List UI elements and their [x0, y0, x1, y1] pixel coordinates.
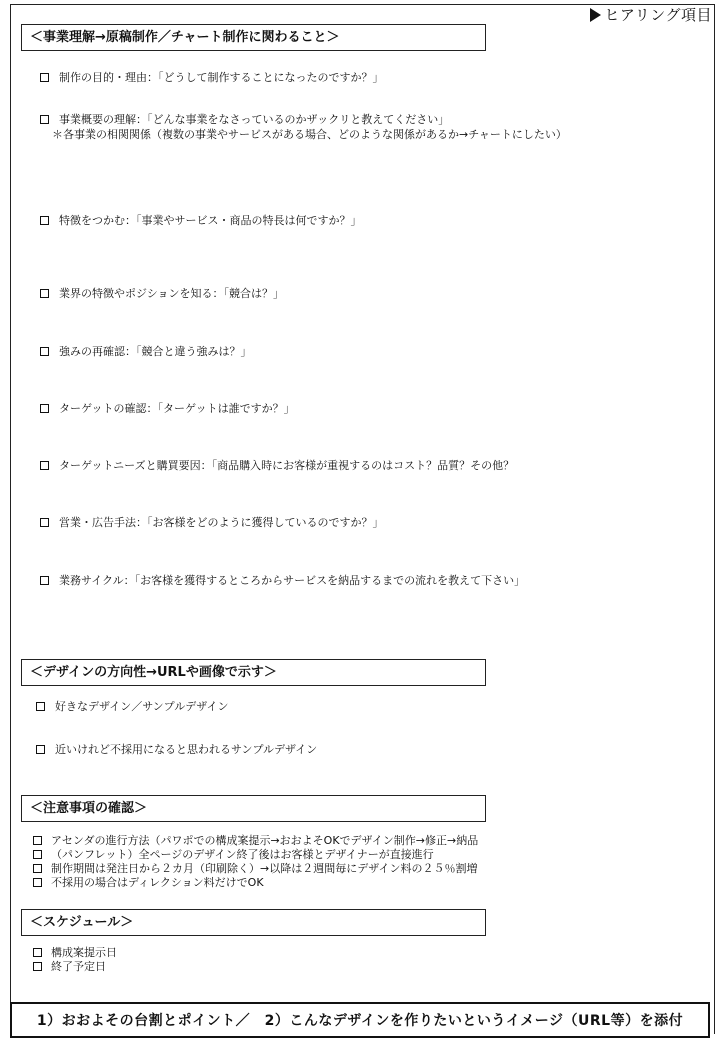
checkbox-icon[interactable] [40, 73, 49, 82]
checklist-item [40, 345, 252, 359]
checkbox-icon[interactable] [40, 461, 49, 470]
item-text: 特徴をつかむ：「事業やサービス・商品の特長は何ですか？」 [59, 214, 362, 227]
header-label: ヒアリング項目 [604, 6, 712, 24]
checklist-item [36, 743, 317, 757]
checklist-item [40, 402, 295, 416]
checklist-item [40, 574, 525, 588]
item-text: 終了予定日 [51, 960, 106, 973]
section-title-design-direction: ＜デザインの方向性→URLや画像で示す＞ [21, 659, 486, 686]
checkbox-icon[interactable] [40, 404, 49, 413]
checkbox-icon[interactable] [40, 115, 49, 124]
item-note: ＊各事業の相関関係（複数の事業やサービスがある場合、どのような関係があるか→チャートにしたい） [52, 128, 567, 141]
checklist-item [40, 516, 384, 530]
section-title-notes: ＜注意事項の確認＞ [21, 795, 486, 822]
section-title-schedule: ＜スケジュール＞ [21, 909, 486, 936]
item-text: （パンフレット）全ページのデザイン終了後はお客様とデザイナーが直接進行 [51, 848, 434, 861]
item-text: 不採用の場合はディレクション料だけでOK [51, 876, 264, 889]
item-text: 構成案提示日 [51, 946, 117, 959]
checkbox-icon[interactable] [40, 518, 49, 527]
checklist-item [33, 876, 264, 890]
checklist-item [33, 946, 117, 960]
checkbox-icon[interactable] [36, 702, 45, 711]
item-text: 制作の目的・理由：「どうして制作することになったのですか？」 [59, 71, 384, 84]
triangle-arrow-icon [590, 8, 601, 22]
item-text: アセンダの進行方法（パワポでの構成案提示→おおよそOKでデザイン制作→修正→納品 [51, 834, 479, 847]
checklist-item [40, 113, 449, 127]
checkbox-icon[interactable] [33, 850, 42, 859]
item-text: 事業概要の理解：「どんな事業をなさっているのかザックリと教えてください」 [59, 113, 450, 126]
checklist-item [33, 960, 106, 974]
checkbox-icon[interactable] [40, 576, 49, 585]
checkbox-icon[interactable] [33, 962, 42, 971]
hearing-items-header [590, 4, 712, 25]
checkbox-icon[interactable] [40, 216, 49, 225]
checkbox-icon[interactable] [33, 836, 42, 845]
item-text: 業界の特徴やポジションを知る：「競合は？」 [59, 287, 285, 300]
item-text: 制作期間は発注日から２カ月（印刷除く）→以降は２週間毎にデザイン料の２５％割増 [51, 862, 478, 875]
checklist-item [40, 459, 514, 473]
section-title-business: ＜事業理解→原稿制作／チャート制作に関わること＞ [21, 24, 486, 51]
checkbox-icon[interactable] [33, 948, 42, 957]
checkbox-icon[interactable] [33, 878, 42, 887]
item-text: 強みの再確認：「競合と違う強みは？」 [59, 345, 252, 358]
checklist-item [36, 700, 228, 714]
checklist-item [33, 834, 478, 848]
item-text: 営業・広告手法：「お客様をどのように獲得しているのですか？」 [59, 516, 384, 529]
item-text: ターゲットの確認：「ターゲットは誰ですか？」 [59, 402, 295, 415]
checkbox-icon[interactable] [40, 289, 49, 298]
checklist-item [33, 862, 477, 876]
item-text: 近いけれど不採用になると思われるサンプルデザイン [55, 743, 318, 756]
item-text: 好きなデザイン／サンプルデザイン [55, 700, 229, 713]
checklist-item [40, 214, 362, 228]
checkbox-icon[interactable] [33, 864, 42, 873]
checkbox-icon[interactable] [36, 745, 45, 754]
checklist-item [40, 71, 384, 85]
checklist-item [33, 848, 434, 862]
item-text: 業務サイクル：「お客様を獲得するところからサービスを納品するまでの流れを教えて下さい」 [59, 574, 526, 587]
checklist-item [40, 287, 284, 301]
attachment-footer [10, 1002, 710, 1038]
checkbox-icon[interactable] [40, 347, 49, 356]
footer-text: 1）おおよその台割とポイント／ 2）こんなデザインを作りたいというイメージ（URL等）を添付 [36, 1013, 684, 1029]
item-text: ターゲットニーズと購買要因：「商品購入時にお客様が重視するのはコスト？品質？その他？ [59, 459, 515, 472]
